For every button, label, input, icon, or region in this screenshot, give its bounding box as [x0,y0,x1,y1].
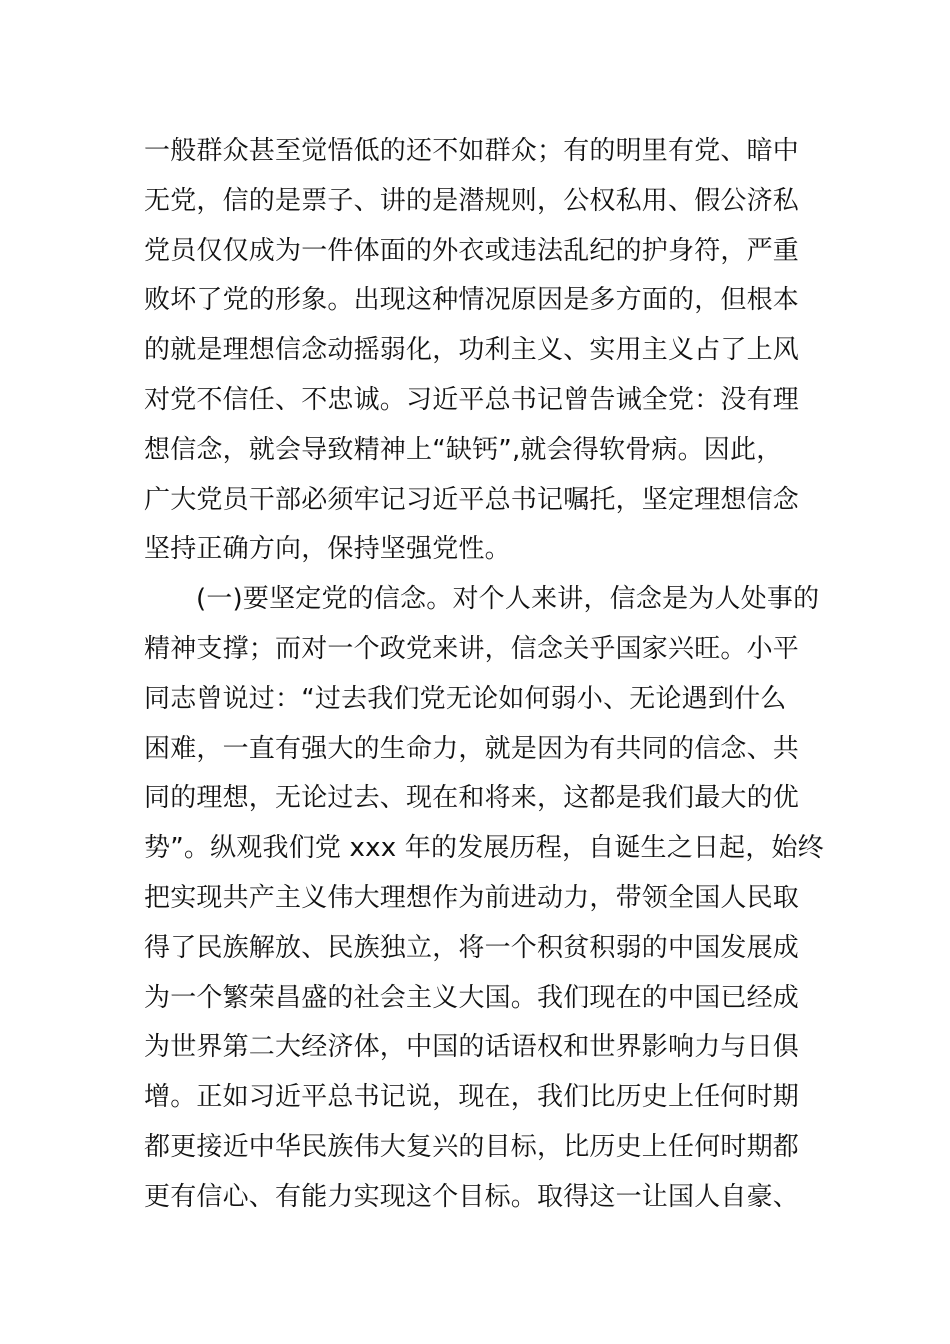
text-line: 势”。纵观我们党 xxx 年的发展历程，自诞生之日起，始终 [144,833,824,864]
text-line: 把实现共产主义伟大理想作为前进动力，带领全国人民取 [144,882,800,913]
text-line: 为世界第二大经济体，中国的话语权和世界影响力与日俱 [144,1032,800,1063]
text-line: 党员仅仅成为一件体面的外衣或违法乱纪的护身符，严重 [144,235,800,266]
body-text [144,127,824,1223]
text-line: 的就是理想信念动摇弱化，功利主义、实用主义占了上风 [144,335,800,366]
text-line: 败坏了党的形象。出现这种情况原因是多方面的，但根本 [144,285,800,316]
text-line: 增。正如习近平总书记说，现在，我们比历史上任何时期 [144,1082,800,1113]
text-line: 对党不信任、不忠诚。习近平总书记曾告诫全党：没有理 [144,384,800,415]
text-line: 困难，一直有强大的生命力，就是因为有共同的信念、共 [144,733,800,764]
text-line: 更有信心、有能力实现这个目标。取得这一让国人自豪、 [144,1181,800,1212]
text-line: 坚持正确方向，保持坚强党性。 [144,534,511,565]
text-line: 同的理想，无论过去、现在和将来，这都是我们最大的优 [144,783,800,814]
text-line: 广大党员干部必须牢记习近平总书记嘱托，坚定理想信念 [144,484,800,515]
text-line: 想信念，就会导致精神上“缺钙”,就会得软骨病。因此， [144,434,783,465]
text-line: 都更接近中华民族伟大复兴的目标，比历史上任何时期都 [144,1131,800,1162]
text-line: 精神支撑；而对一个政党来讲，信念关乎国家兴旺。小平 [144,633,800,664]
text-line: 一般群众甚至觉悟低的还不如群众；有的明里有党、暗中 [144,136,800,166]
text-line: 得了民族解放、民族独立，将一个积贫积弱的中国发展成 [144,932,800,963]
text-line: 无党，信的是票子、讲的是潜规则，公权私用、假公济私 [144,185,800,216]
text-line: 为一个繁荣昌盛的社会主义大国。我们现在的中国已经成 [144,982,800,1013]
section-heading-line: (一)要坚定党的信念。对个人来讲，信念是为人处事的 [196,584,820,615]
text-line: 同志曾说过：“过去我们党无论如何弱小、无论遇到什么 [144,683,787,714]
